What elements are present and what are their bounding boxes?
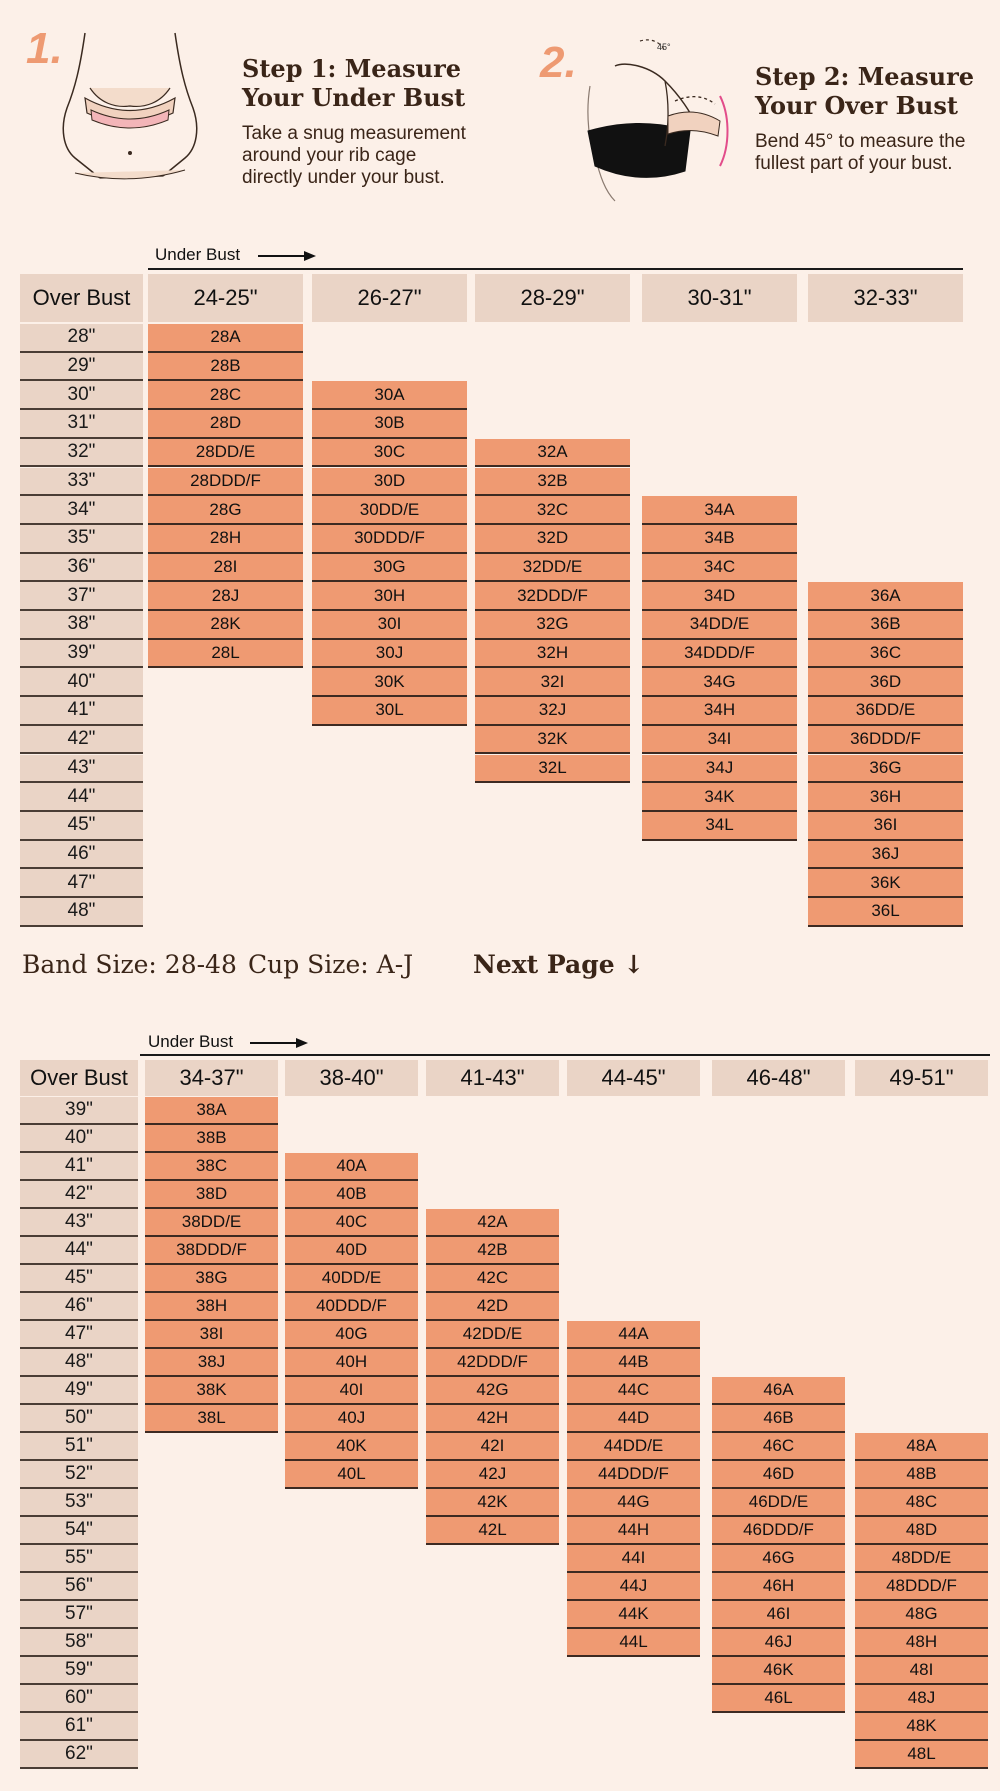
size-cell: 46C bbox=[712, 1433, 845, 1461]
size-cell: 32L bbox=[475, 755, 630, 784]
over-bust-row: 29" bbox=[20, 353, 143, 382]
size-cell: 40DD/E bbox=[285, 1265, 418, 1293]
size-cell: 28A bbox=[148, 324, 303, 353]
under-bust-header: 38-40" bbox=[285, 1060, 418, 1096]
size-cell: 40I bbox=[285, 1377, 418, 1405]
step1-desc-line2: around your rib cage bbox=[242, 145, 417, 166]
size-cell: 42H bbox=[426, 1405, 559, 1433]
size-cell: 48G bbox=[855, 1601, 988, 1629]
size-cell: 36B bbox=[808, 611, 963, 640]
over-bust-row: 43" bbox=[20, 755, 143, 784]
over-bust-row: 40" bbox=[20, 1125, 138, 1153]
over-bust-row: 53" bbox=[20, 1489, 138, 1517]
size-cell: 34I bbox=[642, 726, 797, 755]
over-bust-row: 59" bbox=[20, 1657, 138, 1685]
step2-desc-line1: Bend 45° to measure the bbox=[755, 131, 966, 152]
size-cell: 32J bbox=[475, 697, 630, 726]
size-cell: 30I bbox=[312, 611, 467, 640]
under-bust-header: 49-51" bbox=[855, 1060, 988, 1096]
over-bust-row: 38" bbox=[20, 611, 143, 640]
size-cell: 44H bbox=[567, 1517, 700, 1545]
size-cell: 40K bbox=[285, 1433, 418, 1461]
size-cell: 40H bbox=[285, 1349, 418, 1377]
over-bust-illustration bbox=[580, 36, 740, 206]
size-cell: 30H bbox=[312, 582, 467, 611]
size-cell: 28DDD/F bbox=[148, 468, 303, 497]
over-bust-row: 49" bbox=[20, 1377, 138, 1405]
size-cell: 30L bbox=[312, 697, 467, 726]
size-cell: 44J bbox=[567, 1573, 700, 1601]
size-cell: 42A bbox=[426, 1209, 559, 1237]
size-cell: 42G bbox=[426, 1377, 559, 1405]
size-cell: 38G bbox=[145, 1265, 278, 1293]
size-cell: 34J bbox=[642, 755, 797, 784]
size-cell: 36D bbox=[808, 668, 963, 697]
over-bust-row: 39" bbox=[20, 640, 143, 669]
over-bust-row: 54" bbox=[20, 1517, 138, 1545]
over-bust-row: 55" bbox=[20, 1545, 138, 1573]
size-cell: 28I bbox=[148, 554, 303, 583]
over-bust-row: 46" bbox=[20, 841, 143, 870]
next-page-indicator: Next Page ↓ bbox=[473, 950, 645, 979]
over-bust-row: 44" bbox=[20, 783, 143, 812]
size-cell: 32D bbox=[475, 525, 630, 554]
over-bust-row: 35" bbox=[20, 525, 143, 554]
size-cell: 48L bbox=[855, 1741, 988, 1769]
size-cell: 36DDD/F bbox=[808, 726, 963, 755]
over-bust-row: 43" bbox=[20, 1209, 138, 1237]
size-cell: 38H bbox=[145, 1293, 278, 1321]
size-cell: 34B bbox=[642, 525, 797, 554]
over-bust-row: 30" bbox=[20, 381, 143, 410]
over-bust-row: 56" bbox=[20, 1573, 138, 1601]
over-bust-row: 28" bbox=[20, 324, 143, 353]
size-cell: 28L bbox=[148, 640, 303, 669]
size-cell: 34DD/E bbox=[642, 611, 797, 640]
over-bust-row: 62" bbox=[20, 1741, 138, 1769]
size-cell: 46J bbox=[712, 1629, 845, 1657]
size-cell: 48C bbox=[855, 1489, 988, 1517]
under-bust-header: 32-33" bbox=[808, 274, 963, 322]
size-cell: 38DD/E bbox=[145, 1209, 278, 1237]
size-cell: 44G bbox=[567, 1489, 700, 1517]
over-bust-row: 32" bbox=[20, 439, 143, 468]
over-bust-row: 44" bbox=[20, 1237, 138, 1265]
under-bust-header: 28-29" bbox=[475, 274, 630, 322]
under-bust-header: 46-48" bbox=[712, 1060, 845, 1096]
over-bust-row: 45" bbox=[20, 812, 143, 841]
size-cell: 46DD/E bbox=[712, 1489, 845, 1517]
size-cell: 46I bbox=[712, 1601, 845, 1629]
step2-number: 2. bbox=[540, 38, 577, 87]
size-cell: 30B bbox=[312, 410, 467, 439]
size-cell: 30C bbox=[312, 439, 467, 468]
band-size-range: Band Size: 28-48 bbox=[22, 950, 237, 979]
under-bust-header: 34-37" bbox=[145, 1060, 278, 1096]
size-cell: 34DDD/F bbox=[642, 640, 797, 669]
size-cell: 28K bbox=[148, 611, 303, 640]
size-cell: 30DDD/F bbox=[312, 525, 467, 554]
size-cell: 40J bbox=[285, 1405, 418, 1433]
size-cell: 34C bbox=[642, 554, 797, 583]
over-bust-row: 42" bbox=[20, 726, 143, 755]
size-cell: 30J bbox=[312, 640, 467, 669]
step2-title-line1: Step 2: Measure bbox=[755, 62, 974, 91]
size-cell: 36DD/E bbox=[808, 697, 963, 726]
size-cell: 48B bbox=[855, 1461, 988, 1489]
size-cell: 46A bbox=[712, 1377, 845, 1405]
size-cell: 46DDD/F bbox=[712, 1517, 845, 1545]
step2-description bbox=[755, 131, 965, 175]
size-cell: 32DD/E bbox=[475, 554, 630, 583]
size-cell: 42D bbox=[426, 1293, 559, 1321]
size-cell: 32K bbox=[475, 726, 630, 755]
right-arrow-icon bbox=[250, 1036, 308, 1050]
under-bust-illustration bbox=[55, 28, 205, 198]
over-bust-row: 34" bbox=[20, 496, 143, 525]
step2-title-line2: Your Over Bust bbox=[755, 91, 958, 120]
size-cell: 28C bbox=[148, 381, 303, 410]
size-cell: 46K bbox=[712, 1657, 845, 1685]
size-cell: 30D bbox=[312, 468, 467, 497]
under-bust-label: Under Bust bbox=[148, 1032, 234, 1051]
size-cell: 40G bbox=[285, 1321, 418, 1349]
size-cell: 34L bbox=[642, 812, 797, 841]
size-cell: 42C bbox=[426, 1265, 559, 1293]
size-cell: 38J bbox=[145, 1349, 278, 1377]
size-cell: 48D bbox=[855, 1517, 988, 1545]
size-cell: 46G bbox=[712, 1545, 845, 1573]
over-bust-row: 47" bbox=[20, 869, 143, 898]
over-bust-row: 60" bbox=[20, 1685, 138, 1713]
size-cell: 32G bbox=[475, 611, 630, 640]
step1-description bbox=[242, 123, 466, 189]
over-bust-row: 36" bbox=[20, 554, 143, 583]
over-bust-row: 50" bbox=[20, 1405, 138, 1433]
under-bust-header: 30-31" bbox=[642, 274, 797, 322]
size-cell: 48I bbox=[855, 1657, 988, 1685]
size-cell: 32A bbox=[475, 439, 630, 468]
step1-title-line1: Step 1: Measure bbox=[242, 54, 461, 83]
under-bust-header: 44-45" bbox=[567, 1060, 700, 1096]
size-cell: 44D bbox=[567, 1405, 700, 1433]
step2-title bbox=[755, 62, 974, 120]
over-bust-row: 52" bbox=[20, 1461, 138, 1489]
size-cell: 42J bbox=[426, 1461, 559, 1489]
size-cell: 32C bbox=[475, 496, 630, 525]
size-cell: 40A bbox=[285, 1153, 418, 1181]
size-cell: 28B bbox=[148, 353, 303, 382]
size-cell: 44DD/E bbox=[567, 1433, 700, 1461]
size-cell: 48H bbox=[855, 1629, 988, 1657]
size-cell: 30DD/E bbox=[312, 496, 467, 525]
under-bust-label: Under Bust bbox=[155, 245, 241, 264]
over-bust-row: 45" bbox=[20, 1265, 138, 1293]
size-cell: 36G bbox=[808, 755, 963, 784]
step1-desc-line1: Take a snug measurement bbox=[242, 123, 466, 144]
angle-label: 45° bbox=[657, 42, 671, 52]
size-cell: 34A bbox=[642, 496, 797, 525]
size-cell: 28H bbox=[148, 525, 303, 554]
size-cell: 28G bbox=[148, 496, 303, 525]
over-bust-row: 37" bbox=[20, 582, 143, 611]
size-cell: 38C bbox=[145, 1153, 278, 1181]
size-cell: 32I bbox=[475, 668, 630, 697]
size-cell: 42DDD/F bbox=[426, 1349, 559, 1377]
size-cell: 42K bbox=[426, 1489, 559, 1517]
size-cell: 34H bbox=[642, 697, 797, 726]
size-cell: 38A bbox=[145, 1097, 278, 1125]
over-bust-row: 47" bbox=[20, 1321, 138, 1349]
size-cell: 42I bbox=[426, 1433, 559, 1461]
size-cell: 32H bbox=[475, 640, 630, 669]
header-rule bbox=[148, 268, 963, 270]
over-bust-header: Over Bust bbox=[20, 1060, 138, 1096]
size-cell: 44B bbox=[567, 1349, 700, 1377]
step2-desc-line2: fullest part of your bust. bbox=[755, 153, 953, 174]
size-cell: 46B bbox=[712, 1405, 845, 1433]
over-bust-row: 48" bbox=[20, 898, 143, 927]
size-cell: 40L bbox=[285, 1461, 418, 1489]
size-cell: 30K bbox=[312, 668, 467, 697]
size-cell: 48K bbox=[855, 1713, 988, 1741]
size-cell: 36L bbox=[808, 898, 963, 927]
header-rule bbox=[140, 1054, 990, 1056]
over-bust-row: 61" bbox=[20, 1713, 138, 1741]
under-bust-header: 26-27" bbox=[312, 274, 467, 322]
size-cell: 48DDD/F bbox=[855, 1573, 988, 1601]
size-cell: 36K bbox=[808, 869, 963, 898]
size-cell: 42DD/E bbox=[426, 1321, 559, 1349]
size-cell: 46L bbox=[712, 1685, 845, 1713]
size-cell: 34K bbox=[642, 783, 797, 812]
size-cell: 40B bbox=[285, 1181, 418, 1209]
size-cell: 42L bbox=[426, 1517, 559, 1545]
over-bust-row: 57" bbox=[20, 1601, 138, 1629]
size-cell: 46D bbox=[712, 1461, 845, 1489]
over-bust-row: 31" bbox=[20, 410, 143, 439]
over-bust-row: 41" bbox=[20, 697, 143, 726]
size-cell: 38D bbox=[145, 1181, 278, 1209]
step1-title-line2: Your Under Bust bbox=[242, 83, 466, 112]
size-cell: 34G bbox=[642, 668, 797, 697]
size-cell: 44L bbox=[567, 1629, 700, 1657]
over-bust-row: 40" bbox=[20, 668, 143, 697]
over-bust-row: 41" bbox=[20, 1153, 138, 1181]
size-cell: 40D bbox=[285, 1237, 418, 1265]
size-cell: 36I bbox=[808, 812, 963, 841]
cup-size-range: Cup Size: A-J bbox=[248, 950, 414, 979]
size-cell: 36H bbox=[808, 783, 963, 812]
over-bust-row: 58" bbox=[20, 1629, 138, 1657]
size-cell: 36A bbox=[808, 582, 963, 611]
size-cell: 28J bbox=[148, 582, 303, 611]
size-cell: 40DDD/F bbox=[285, 1293, 418, 1321]
over-bust-header: Over Bust bbox=[20, 274, 143, 322]
size-cell: 44A bbox=[567, 1321, 700, 1349]
size-cell: 42B bbox=[426, 1237, 559, 1265]
over-bust-row: 46" bbox=[20, 1293, 138, 1321]
size-cell: 48DD/E bbox=[855, 1545, 988, 1573]
size-cell: 48J bbox=[855, 1685, 988, 1713]
over-bust-row: 48" bbox=[20, 1349, 138, 1377]
size-cell: 44K bbox=[567, 1601, 700, 1629]
size-cell: 38K bbox=[145, 1377, 278, 1405]
right-arrow-icon bbox=[258, 249, 316, 263]
over-bust-row: 33" bbox=[20, 468, 143, 497]
over-bust-row: 39" bbox=[20, 1097, 138, 1125]
size-cell: 44I bbox=[567, 1545, 700, 1573]
size-cell: 28DD/E bbox=[148, 439, 303, 468]
size-cell: 30G bbox=[312, 554, 467, 583]
size-cell: 32DDD/F bbox=[475, 582, 630, 611]
size-cell: 30A bbox=[312, 381, 467, 410]
size-cell: 38DDD/F bbox=[145, 1237, 278, 1265]
size-cell: 34D bbox=[642, 582, 797, 611]
size-cell: 44DDD/F bbox=[567, 1461, 700, 1489]
size-cell: 36C bbox=[808, 640, 963, 669]
under-bust-header: 41-43" bbox=[426, 1060, 559, 1096]
size-cell: 38I bbox=[145, 1321, 278, 1349]
size-cell: 40C bbox=[285, 1209, 418, 1237]
size-cell: 32B bbox=[475, 468, 630, 497]
size-cell: 38B bbox=[145, 1125, 278, 1153]
size-cell: 38L bbox=[145, 1405, 278, 1433]
size-cell: 46H bbox=[712, 1573, 845, 1601]
step1-number: 1. bbox=[26, 24, 63, 73]
size-cell: 44C bbox=[567, 1377, 700, 1405]
step1-desc-line3: directly under your bust. bbox=[242, 167, 445, 188]
over-bust-row: 42" bbox=[20, 1181, 138, 1209]
size-cell: 48A bbox=[855, 1433, 988, 1461]
size-cell: 28D bbox=[148, 410, 303, 439]
step1-title bbox=[242, 54, 465, 112]
size-cell: 36J bbox=[808, 841, 963, 870]
over-bust-row: 51" bbox=[20, 1433, 138, 1461]
under-bust-header: 24-25" bbox=[148, 274, 303, 322]
